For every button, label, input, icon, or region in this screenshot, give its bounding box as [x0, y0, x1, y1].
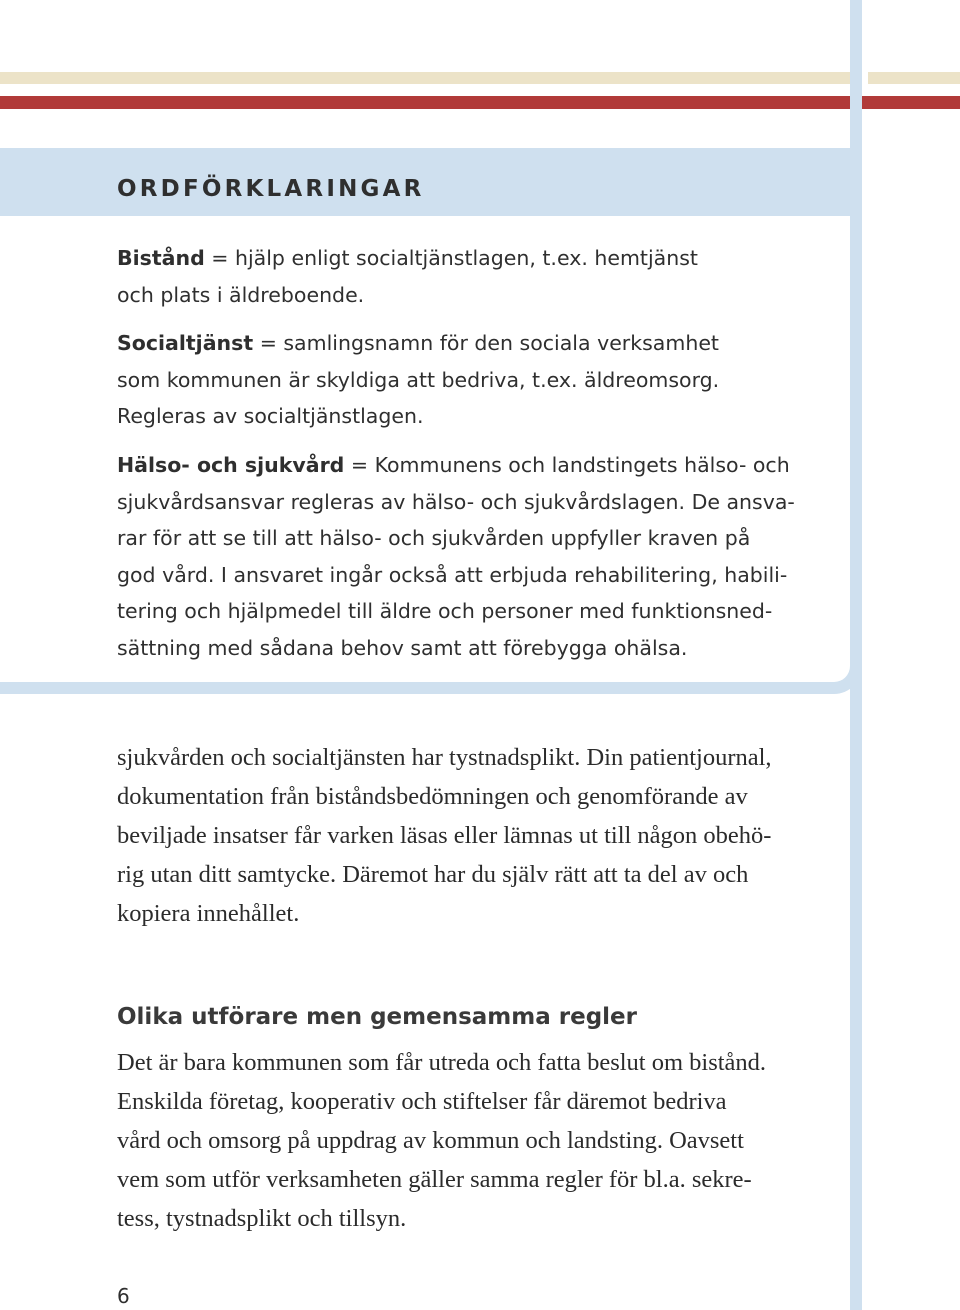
paragraph-line: dokumentation från biståndsbedömningen och genomförande av [117, 783, 748, 810]
definition-halso-och-sjukvard [117, 447, 817, 666]
decorative-stripe-red [0, 96, 960, 109]
definition-term: Bistånd [117, 246, 205, 270]
definition-text: rar för att se till att hälso- och sjukvården uppfyller kraven på [117, 526, 751, 550]
paragraph-line: Det är bara kommunen som får utreda och fatta beslut om bistånd. [117, 1049, 767, 1076]
paragraph-line: tess, tystnadsplikt och tillsyn. [117, 1205, 407, 1232]
paragraph-line: Enskilda företag, kooperativ och stiftelser får däremot bedriva [117, 1088, 727, 1115]
definition-text: tering och hjälpmedel till äldre och personer med funktionsned- [117, 599, 773, 623]
paragraph-line: sjukvården och socialtjänsten har tystnadsplikt. Din patientjournal, [117, 744, 772, 771]
definition-socialtjanst [117, 325, 817, 435]
definition-text: = hjälp enligt socialtjänstlagen, t.ex. hemtjänst [211, 246, 698, 270]
definition-term: Hälso- och sjukvård [117, 453, 345, 477]
definition-text: god vård. I ansvaret ingår också att erbjuda rehabilitering, habili- [117, 562, 788, 587]
definition-bistand [117, 240, 817, 313]
body-paragraph-providers [117, 1043, 857, 1238]
decorative-stripe-cream [0, 72, 850, 84]
paragraph-line: rig utan ditt samtycke. Däremot har du själv rätt att ta del av och [117, 861, 749, 888]
paragraph-line: vård och omsorg på uppdrag av kommun och landsting. Oavsett [117, 1127, 744, 1154]
definition-text: Regleras av socialtjänstlagen. [117, 404, 424, 428]
paragraph-line: kopiera innehållet. [117, 900, 300, 927]
definition-text: som kommunen är skyldiga att bedriva, t.ex. äldreomsorg. [117, 367, 720, 392]
decorative-stripe-cream-right [868, 72, 960, 84]
definition-text: sjukvårdsansvar regleras av hälso- och sjukvårdslagen. De ansva- [117, 489, 795, 514]
definition-text: och plats i äldreboende. [117, 282, 365, 307]
definition-text: sättning med sådana behov samt att förebygga ohälsa. [117, 635, 688, 660]
definition-text: = samlingsnamn för den sociala verksamhet [259, 331, 719, 355]
glossary-title: ORDFÖRKLARINGAR [117, 176, 425, 202]
paragraph-line: vem som utför verksamheten gäller samma regler för bl.a. sekre- [117, 1166, 752, 1193]
body-paragraph-confidentiality [117, 738, 857, 933]
section-heading: Olika utförare men gemensamma regler [117, 1004, 637, 1030]
definition-text: = Kommunens och landstingets hälso- och [350, 453, 790, 477]
page-number: 6 [117, 1284, 130, 1308]
definition-term: Socialtjänst [117, 331, 254, 355]
paragraph-line: beviljade insatser får varken läsas eller lämnas ut till någon obehö- [117, 822, 772, 849]
